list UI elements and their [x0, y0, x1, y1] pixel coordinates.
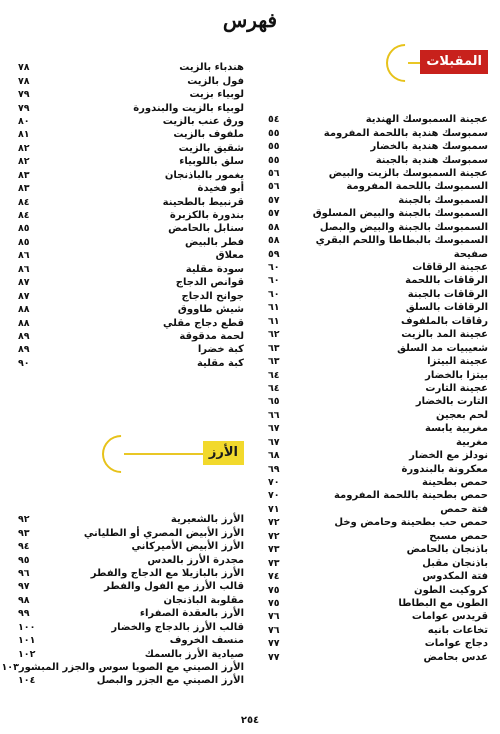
entry-page-number: ٥٦ [268, 167, 280, 179]
index-entry [268, 368, 488, 381]
index-entry [18, 674, 244, 687]
entry-page-number: ٩٢ [18, 514, 30, 526]
index-entry [18, 169, 244, 182]
entry-title: التارت بالخضار [415, 396, 488, 408]
index-entry [18, 61, 244, 74]
entry-page-number: ٨٦ [18, 263, 30, 275]
entry-title: منسف الخروف [169, 635, 244, 647]
entry-page-number: ٩٤ [18, 541, 30, 553]
index-entry [268, 530, 488, 543]
entry-title: سمبوسك هندية بالخضار [370, 141, 488, 153]
entry-page-number: ٧٦ [268, 611, 280, 623]
entry-title: السمبوسك بالجبنة والبيض والبصل [319, 221, 488, 233]
entry-page-number: ٧٢ [268, 530, 280, 542]
entry-page-number: ٦١ [268, 302, 280, 314]
entry-title: بيتزا بالخضار [425, 369, 488, 381]
entry-page-number: ٨٠ [18, 115, 30, 127]
index-entry [18, 128, 244, 141]
index-entry [268, 597, 488, 610]
entry-page-number: ٩٨ [18, 594, 30, 606]
entry-title: بندورة بالكزبرة [169, 210, 244, 222]
entry-title: الطون مع البطاطا [398, 597, 488, 609]
index-entry [268, 409, 488, 422]
index-entry [268, 556, 488, 569]
index-entry [18, 209, 244, 222]
entry-page-number: ٩٧ [18, 581, 30, 593]
entry-title: عجينة السمبوسك الهندية [365, 114, 488, 126]
entry-title: قالب الأرز بالدجاج والخضار [111, 621, 244, 633]
entry-page-number: ٦٥ [268, 396, 280, 408]
entry-title: الرقاقات بالجبنة [407, 288, 488, 300]
entry-title: دجاج عوامات [424, 638, 488, 650]
entry-title: السمبوسك بالبطاطا واللحم البقري [315, 235, 488, 247]
entry-page-number: ٧٥ [268, 584, 280, 596]
index-entry [268, 422, 488, 435]
entry-title: باذنجان مقبل [422, 557, 488, 569]
entry-title: قرنبيط بالطحينة [162, 196, 244, 208]
index-entry [268, 436, 488, 449]
index-entry [18, 88, 244, 101]
entry-page-number: ٨٤ [18, 210, 30, 222]
index-entry [268, 610, 488, 623]
index-entry [268, 516, 488, 529]
entry-title: نودلز مع الخضار [409, 450, 488, 462]
heading-divider [124, 453, 206, 455]
entry-title: أبو فخيدة [197, 183, 244, 195]
entry-page-number: ٧٤ [268, 571, 280, 583]
entry-title: لوبياء بالزيت والبندورة [133, 102, 244, 114]
entry-page-number: ٧٧ [268, 651, 280, 663]
entry-title: صيادية الأرز بالسمك [144, 648, 244, 660]
entry-page-number: ٧٠ [268, 490, 280, 502]
entry-title: لحمة مدقوقة [179, 330, 244, 342]
entry-page-number: ٧٩ [18, 102, 30, 114]
index-entry [268, 395, 488, 408]
entry-title: هندباء بالزيت [179, 62, 244, 74]
index-entry [18, 647, 244, 660]
index-entry [18, 249, 244, 262]
entry-page-number: ٥٥ [268, 127, 280, 139]
entry-title: الأرز الصيني مع الصويا سوس والجزر المبشور [18, 662, 244, 674]
entry-title: مغربية [456, 436, 488, 448]
entry-title: السمبوسك باللحمة المفرومة [346, 181, 488, 193]
entry-page-number: ٦٦ [268, 409, 280, 421]
index-entry [268, 274, 488, 287]
index-entry [268, 221, 488, 234]
entry-title: عجينة التارت [425, 382, 488, 394]
entry-page-number: ٦٨ [268, 450, 280, 462]
index-entry [18, 594, 244, 607]
entry-title: السمبوسك بالجبنة [398, 194, 488, 206]
entry-title: عجينة السمبوسك بالزيت والبيض [328, 167, 488, 179]
index-entry [18, 303, 244, 316]
index-entry [268, 153, 488, 166]
entry-page-number: ٦٤ [268, 369, 280, 381]
index-entry [18, 513, 244, 526]
index-entry [268, 247, 488, 260]
entry-page-number: ٨٦ [18, 250, 30, 262]
entry-page-number: ٧٢ [268, 517, 280, 529]
entry-title: ملفوف بالزيت [173, 129, 244, 141]
index-entry [18, 263, 244, 276]
index-entry [268, 382, 488, 395]
entry-page-number: ٩٠ [18, 357, 30, 369]
rice-list [1, 513, 244, 688]
entry-title: الرقاقات بالسلق [405, 302, 488, 314]
entry-page-number: ٨٤ [18, 196, 30, 208]
entry-title: سودة مقلية [185, 263, 244, 275]
entry-page-number: ٥٥ [268, 141, 280, 153]
index-entry [268, 583, 488, 596]
entry-page-number: ١٠٣ [1, 662, 19, 674]
continued-list [18, 61, 244, 370]
index-entry [18, 101, 244, 114]
index-entry [268, 543, 488, 556]
rice-heading: الأرز [203, 441, 244, 465]
entry-title: باذنجان بالحامض [406, 544, 488, 556]
entry-page-number: ١٠٤ [18, 675, 36, 687]
entry-title: سلق باللوبياء [179, 156, 244, 168]
entry-page-number: ٨٥ [18, 223, 30, 235]
entry-title: لوبياء بزيت [189, 89, 244, 101]
appetizers-heading: المقبلات [420, 50, 488, 74]
index-entry [268, 503, 488, 516]
page-title: فهرس [222, 8, 278, 32]
appetizers-list [268, 113, 488, 664]
index-entry [18, 540, 244, 553]
index-entry [268, 476, 488, 489]
entry-page-number: ٦٢ [268, 329, 280, 341]
entry-title: الأرز بالبازيلا مع الدجاج والفطر [90, 567, 244, 579]
index-entry [18, 634, 244, 647]
entry-title: حمص مسبح [429, 530, 488, 542]
entry-title: قطع دجاج مقلي [163, 317, 244, 329]
entry-page-number: ٩٩ [18, 608, 30, 620]
entry-title: الأرز الصيني مع الجزر والبصل [96, 675, 244, 687]
entry-page-number: ٨٣ [18, 183, 30, 195]
entry-page-number: ٨٧ [18, 290, 30, 302]
entry-page-number: ٥٩ [268, 248, 280, 260]
rice-heading-block [18, 441, 244, 471]
entry-page-number: ٧٩ [18, 89, 30, 101]
index-entry [268, 341, 488, 354]
index-entry [18, 142, 244, 155]
index-entry [18, 621, 244, 634]
index-entry [268, 570, 488, 583]
entry-page-number: ١٠١ [18, 635, 36, 647]
entry-page-number: ٨٣ [18, 169, 30, 181]
index-entry [268, 140, 488, 153]
index-entry [18, 155, 244, 168]
index-entry [268, 167, 488, 180]
entry-page-number: ٦٠ [268, 288, 280, 300]
entry-page-number: ٥٧ [268, 194, 280, 206]
entry-title: معلاق [215, 250, 244, 262]
entry-page-number: ٨١ [18, 129, 30, 141]
index-entry [18, 222, 244, 235]
entry-title: فتة المكدوس [422, 571, 488, 583]
index-entry [18, 74, 244, 87]
entry-page-number: ٩٥ [18, 554, 30, 566]
entry-page-number: ٩٦ [18, 567, 30, 579]
entry-title: كروكيت الطون [414, 584, 488, 596]
index-entry [268, 207, 488, 220]
entry-title: حمص بطحينة [422, 477, 488, 489]
entry-page-number: ٦٩ [268, 463, 280, 475]
entry-page-number: ٧٨ [18, 62, 30, 74]
entry-title: سمبوسك هندية بالجبنة [375, 154, 488, 166]
entry-title: مقلوبة الباذنجان [163, 594, 244, 606]
index-entry [18, 357, 244, 370]
entry-page-number: ٦١ [268, 315, 280, 327]
entry-page-number: ٨٨ [18, 317, 30, 329]
entry-title: فول بالزيت [187, 75, 244, 87]
entry-page-number: ٧٨ [18, 75, 30, 87]
index-entry [268, 234, 488, 247]
entry-page-number: ٦٠ [268, 275, 280, 287]
entry-title: عدس بحامض [423, 651, 488, 663]
index-entry [268, 113, 488, 126]
entry-title: الأرز الأبيض الأميركاني [131, 541, 244, 553]
index-entry [268, 637, 488, 650]
entry-title: الأرز بالعقدة الصفراء [139, 608, 244, 620]
entry-title: فطر بالبيض [184, 236, 244, 248]
index-entry [18, 195, 244, 208]
index-entry [18, 236, 244, 249]
entry-title: مغربية يابسة [425, 423, 488, 435]
entry-page-number: ٥٥ [268, 154, 280, 166]
index-entry [18, 343, 244, 356]
entry-title: قالب الأرز مع الفول والفطر [104, 581, 244, 593]
index-entry [18, 567, 244, 580]
entry-page-number: ٨٩ [18, 344, 30, 356]
entry-title: عجينة الرقاقات [412, 262, 488, 274]
index-entry [268, 449, 488, 462]
entry-page-number: ٨٨ [18, 304, 30, 316]
entry-page-number: ٧١ [268, 503, 280, 515]
entry-title: صفيحة [453, 248, 488, 260]
entry-page-number: ٧٧ [268, 638, 280, 650]
entry-title: الأرز بالشعيرية [170, 514, 244, 526]
entry-page-number: ٨٩ [18, 330, 30, 342]
entry-title: كبة خضرا [197, 344, 244, 356]
entry-page-number: ٧٣ [268, 557, 280, 569]
entry-page-number: ٧٥ [268, 597, 280, 609]
entry-page-number: ١٠٠ [18, 621, 36, 633]
index-entry [18, 316, 244, 329]
index-entry [268, 651, 488, 664]
index-entry [18, 289, 244, 302]
index-entry [268, 261, 488, 274]
entry-title: يغمور بالباذنجان [164, 169, 244, 181]
appetizers-heading-block [258, 50, 488, 80]
index-entry [18, 330, 244, 343]
entry-title: سمبوسك هندية باللحمة المفرومة [323, 127, 488, 139]
entry-title: قريدس عوامات [411, 611, 488, 623]
entry-page-number: ٦٧ [268, 436, 280, 448]
index-entry [18, 115, 244, 128]
index-entry [268, 315, 488, 328]
entry-title: كبة مقلية [196, 357, 244, 369]
entry-page-number: ٦٤ [268, 382, 280, 394]
entry-title: حمص بطحينة باللحمة المفرومة [333, 490, 488, 502]
entry-page-number: ٨٢ [18, 156, 30, 168]
entry-title: رقاقات بالملفوف [400, 315, 488, 327]
entry-page-number: ٦٧ [268, 423, 280, 435]
entry-page-number: ٨٥ [18, 236, 30, 248]
entry-title: حمص حب بطحينة وحامض وخل [334, 517, 488, 529]
entry-page-number: ٨٧ [18, 277, 30, 289]
entry-page-number: ٥٨ [268, 221, 280, 233]
entry-page-number: ٧٠ [268, 477, 280, 489]
entry-page-number: ٩٣ [18, 527, 30, 539]
entry-page-number: ٧٣ [268, 544, 280, 556]
index-entry [18, 276, 244, 289]
entry-title: ورق عنب بالزيت [162, 115, 244, 127]
entry-page-number: ٥٦ [268, 181, 280, 193]
entry-title: جوانح الدجاج [181, 290, 244, 302]
entry-title: شيش طاووق [177, 304, 244, 316]
index-entry [268, 328, 488, 341]
entry-title: عجينة المد بالزيت [401, 329, 488, 341]
entry-title: الأرز الأبيض المصري أو الطلياني [83, 527, 244, 539]
entry-page-number: ٦٣ [268, 342, 280, 354]
index-entry [1, 661, 244, 674]
entry-title: سنابل بالحامض [168, 223, 244, 235]
index-entry [18, 580, 244, 593]
entry-page-number: ٧٦ [268, 624, 280, 636]
index-entry [268, 624, 488, 637]
index-entry [268, 180, 488, 193]
entry-page-number: ٥٨ [268, 235, 280, 247]
index-entry [268, 355, 488, 368]
entry-page-number: ٦٣ [268, 356, 280, 368]
entry-title: مجدرة الأرز بالعدس [147, 554, 244, 566]
index-entry [18, 607, 244, 620]
entry-title: شقيق بالزيت [178, 142, 244, 154]
entry-page-number: ٥٧ [268, 208, 280, 220]
entry-title: الرقاقات باللحمة [405, 275, 488, 287]
index-entry [268, 489, 488, 502]
index-entry [268, 462, 488, 475]
index-entry [268, 301, 488, 314]
entry-title: السمبوسك بالجبنة والبيض المسلوق [312, 208, 488, 220]
entry-title: لحم بعجين [436, 409, 488, 421]
entry-title: شعيبيات مد السلق [397, 342, 488, 354]
entry-title: عجينة البيتزا [427, 356, 488, 368]
entry-page-number: ٦٠ [268, 262, 280, 274]
index-entry [18, 526, 244, 539]
entry-page-number: ١٠٢ [18, 648, 36, 660]
index-entry [18, 553, 244, 566]
entry-title: تخاعات بانيه [427, 624, 488, 636]
entry-title: فتة حمص [440, 503, 488, 515]
entry-page-number: ٨٢ [18, 142, 30, 154]
index-entry [268, 126, 488, 139]
page-number: ٢٥٤ [240, 715, 260, 726]
index-entry [268, 288, 488, 301]
entry-title: قوانص الدجاج [175, 277, 244, 289]
entry-title: معكرونة بالبندورة [401, 463, 488, 475]
index-entry [18, 182, 244, 195]
entry-page-number: ٥٤ [268, 114, 280, 126]
index-entry [268, 194, 488, 207]
